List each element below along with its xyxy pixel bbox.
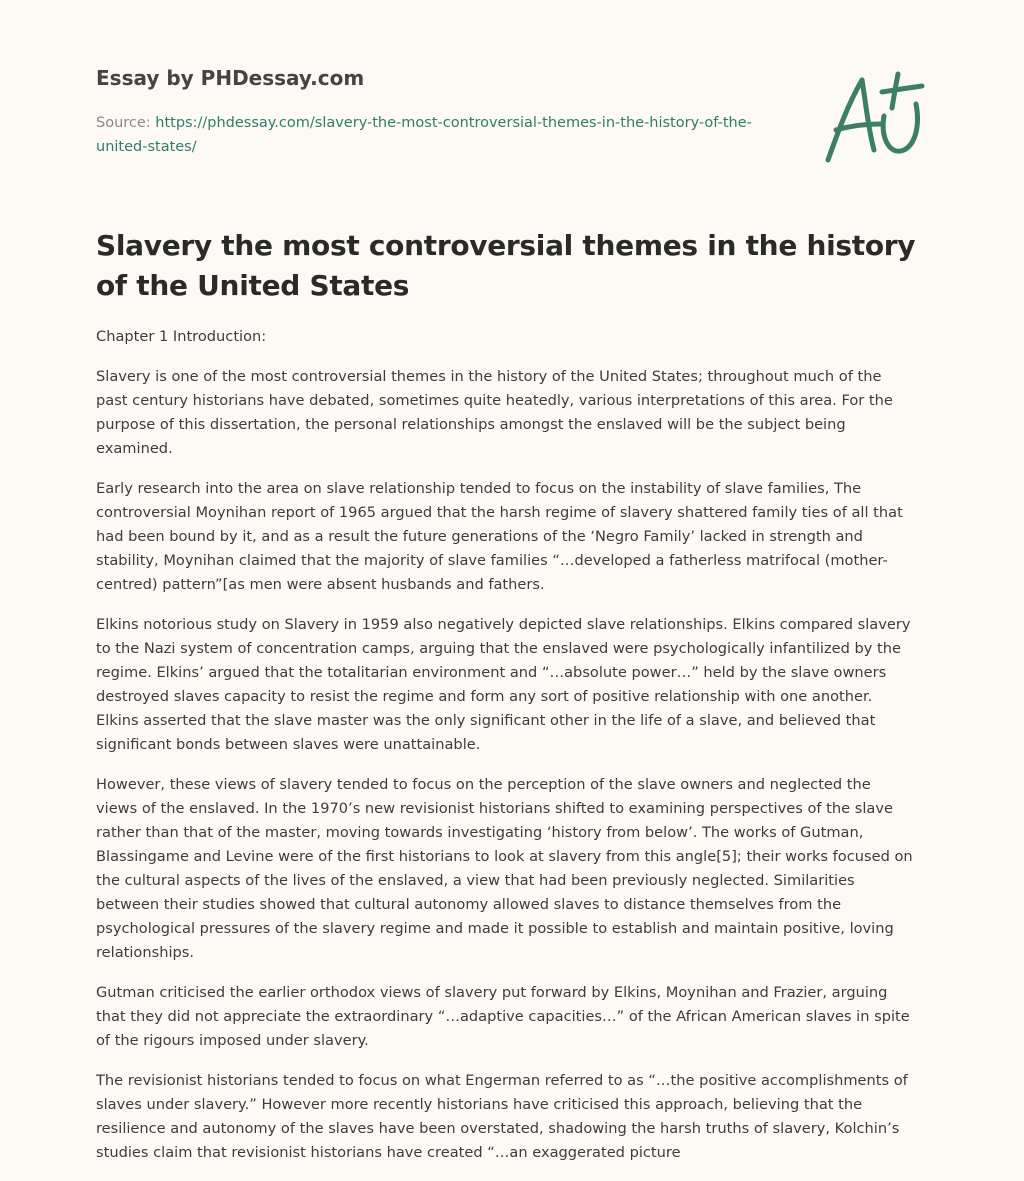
paragraph: The revisionist historians tended to focus on what Engerman referred to as “…the positive accomplishments of slaves under slavery.” However more recently historians have criticised this approach, believing that the resilience and autonomy of the slaves have been overstated, shadowing the harsh truths of slavery, Kolchin’s studies claim that revisionist historians have created “…an exaggerated picture bbox=[96, 1072, 908, 1161]
paragraph: However, these views of slavery tended to focus on the perception of the slave owners and neglected the views of the enslaved. In the 1970’s new revisionist historians shifted to examining perspectives of the slave rather than that of the master, moving towards investigating ‘history from below’. The works of Gutman, Blassingame and Levine were of the first historians to look at slavery from this angle[5]; their works focused on the cultural aspects of the lives of the enslaved, a view that had been previously neglected. Similarities between their studies showed that cultural autonomy allowed slaves to distance themselves from the psychological pressures of the slavery regime and made it possible to establish and maintain positive, loving relationships. bbox=[96, 776, 913, 961]
paragraph: Early research into the area on slave relationship tended to focus on the instability of slave families, The controversial Moynihan report of 1965 argued that the harsh regime of slavery shattered family ties of all that had been bound by it, and as a result the future generations of the ‘Negro Family’ lacked in strength and stability, Moynihan claimed that the majority of slave families “…developed a fatherless matrifocal (mother-centred) pattern”[as men were absent husbands and fathers. bbox=[96, 480, 903, 593]
site-brand: Essay by PHDessay.com bbox=[96, 66, 365, 90]
paragraph: Elkins notorious study on Slavery in 1959 also negatively depicted slave relationships. Elkins compared slavery to the Nazi system of concentration camps, arguing that the enslaved were psychologically infantilized by the regime. Elkins’ argued that the totalitarian environment and “…absolute power…” held by the slave owners destroyed slaves capacity to resist the regime and form any sort of positive relationship with one another. Elkins asserted that the slave master was the only significant other in the life of a slave, and believed that significant bonds between slaves were unattainable. bbox=[96, 616, 911, 753]
article-title: Slavery the most controversial themes in the history of the United States bbox=[96, 229, 916, 302]
paragraph: Chapter 1 Introduction: bbox=[96, 328, 267, 345]
paragraph: Slavery is one of the most controversial themes in the history of the United States; throughout much of the past century historians have debated, sometimes quite heatedly, various interpretations of this area. For the purpose of this dissertation, the personal relationships amongst the enslaved will be the subject being examined. bbox=[96, 368, 893, 457]
source-label: Source: bbox=[96, 115, 151, 131]
paragraph: Gutman criticised the earlier orthodox views of slavery put forward by Elkins, Moynihan and Frazier, arguing that they did not appreciate the extraordinary “…adaptive capacities…” of the African American slaves in spite of the rigours imposed under slavery. bbox=[96, 984, 910, 1049]
article-body bbox=[96, 325, 916, 1181]
source-link[interactable]: https://phdessay.com/slavery-the-most-controversial-themes-in-the-history-of-the-united-states/ bbox=[96, 115, 752, 155]
source-line bbox=[96, 111, 756, 159]
a-plus-grade-icon bbox=[824, 68, 928, 166]
